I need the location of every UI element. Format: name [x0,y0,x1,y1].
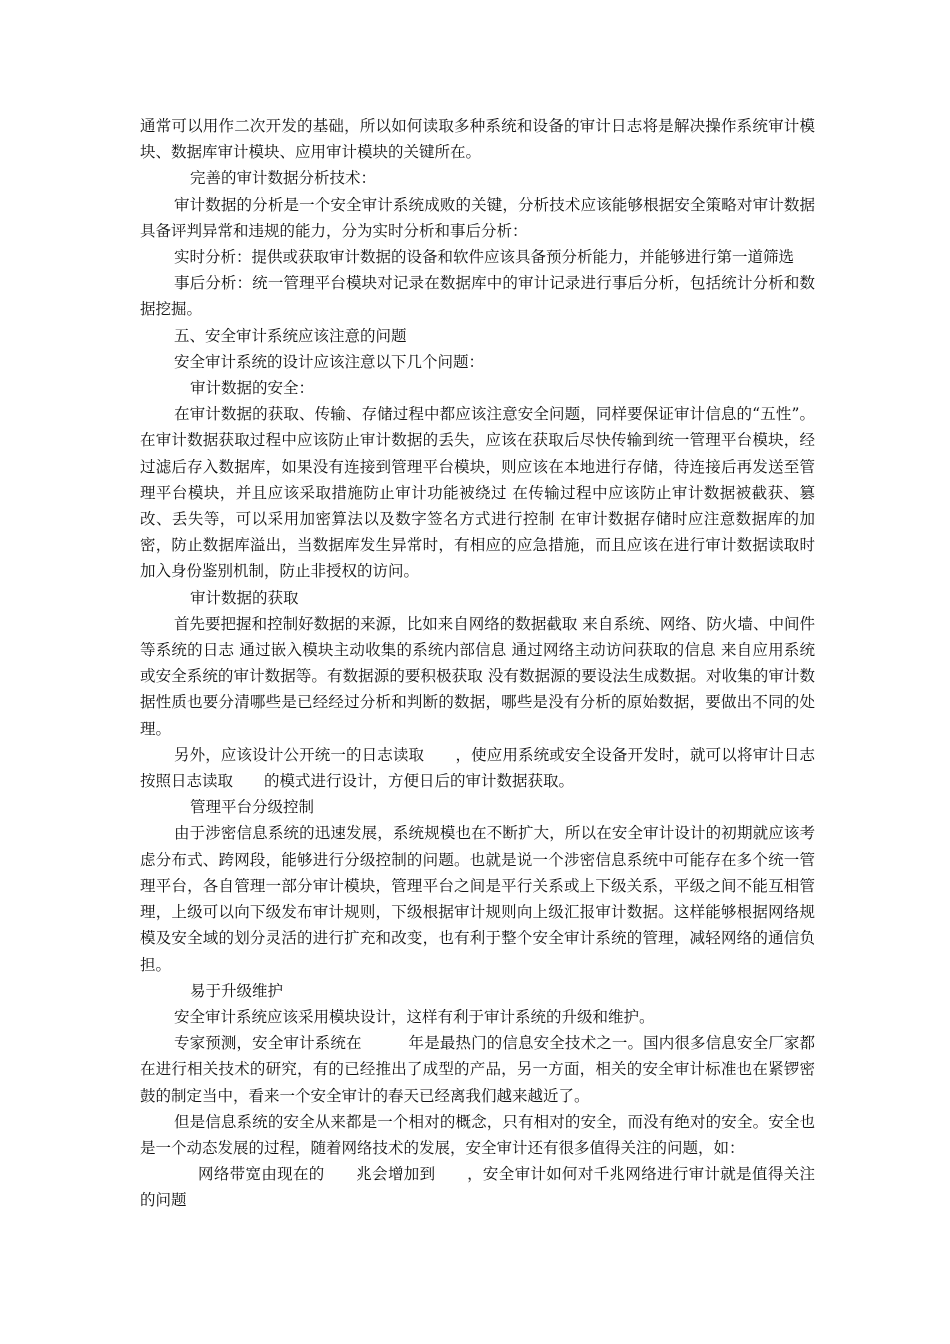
heading-hierarchical-control: 管理平台分级控制 [190,798,315,817]
heading-audit-data-acquisition: 审计数据的获取 [190,588,299,607]
paragraph-posthoc-analysis: 事后分析：统一管理平台模块对记录在数据库中的审计记录进行事后分析，包括统计分析和数据挖掘。 [140,274,815,319]
heading-section-five: 五、安全审计系统应该注意的问题 [174,326,407,345]
paragraph-design-issues-intro: 安全审计系统的设计应该注意以下几个问题： [174,352,485,371]
paragraph-audit-data-acquisition: 首先要把握和控制好数据的来源，比如来自网络的数据截取 来自系统、网络、防火墙、中间件等系统的日志 通过嵌入模块主动收集的系统内部信息 通过网络主动访问获取的信息 来自应用系统或安全系统的审计数据等。有数据源的要积极获取 没有数据源的要设法生成数据。对收集的审计数据性质也要分清哪些是已经经过分析和判断的数据，哪些是没有分析的原始数据，要做出不同的处理。 [140,614,815,738]
paragraph-intro-continued: 通常可以用作二次开发的基础，所以如何读取多种系统和设备的审计日志将是解决操作系统审计模块、数据库审计模块、应用审计模块的关键所在。 [140,117,815,162]
paragraph-relative-security: 但是信息系统的安全从来都是一个相对的概念，只有相对的安全，而没有绝对的安全。安全也是一个动态发展的过程，随着网络技术的发展，安全审计还有很多值得关注的问题，如： [140,1112,815,1157]
heading-easy-upgrade: 易于升级维护 [190,981,284,1000]
paragraph-bandwidth-issue: 网络带宽由现在的 兆会增加到 ，安全审计如何对千兆网络进行审计就是值得关注的问题 [140,1165,815,1210]
paragraph-modular-design: 安全审计系统应该采用模块设计，这样有利于审计系统的升级和维护。 [174,1007,655,1026]
heading-analysis-technique: 完善的审计数据分析技术： [190,169,377,188]
paragraph-analysis-overview: 审计数据的分析是一个安全审计系统成败的关键，分析技术应该能够根据安全策略对审计数据具备评判异常和违规的能力，分为实时分析和事后分析： [140,195,815,240]
paragraph-expert-prediction: 专家预测，安全审计系统在 年是最热门的信息安全技术之一。国内很多信息安全厂家都在进行相关技术的研究，有的已经推出了成型的产品，另一方面，相关的安全审计标准也在紧锣密鼓的制定当中，看来一个安全审计的春天已经离我们越来越近了。 [140,1034,815,1105]
paragraph-log-reading-interface: 另外，应该设计公开统一的日志读取 ，使应用系统或安全设备开发时，就可以将审计日志按照日志读取 的模式进行设计，方便日后的审计数据获取。 [140,745,815,791]
paragraph-hierarchical-control: 由于涉密信息系统的迅速发展，系统规模也在不断扩大，所以在安全审计设计的初期就应该考虑分布式、跨网段，能够进行分级控制的问题。也就是说一个涉密信息系统中可能存在多个统一管理平台，各自管理一部分审计模块，管理平台之间是平行关系或上下级关系，平级之间不能互相管理，上级可以向下级发布审计规则，下级根据审计规则向上级汇报审计数据。这样能够根据网络规模及安全域的划分灵活的进行扩充和改变，也有利于整个安全审计系统的管理，减轻网络的通信负担。 [140,824,815,974]
paragraph-realtime-analysis: 实时分析：提供或获取审计数据的设备和软件应该具备预分析能力，并能够进行第一道筛选 [174,248,795,267]
paragraph-audit-data-security: 在审计数据的获取、传输、存储过程中都应该注意安全问题，同样要保证审计信息的“五性”。在审计数据获取过程中应该防止审计数据的丢失，应该在获取后尽快传输到统一管理平台模块，经过滤后存入数据库，如果没有连接到管理平台模块，则应该在本地进行存储，待连接后再发送至管理平台模块，并且应该采取措施防止审计功能被绕过 在传输过程中应该防止审计数据被截获、篡改、丢失等，可以采用加密算法以及数字签名方式进行控制 在审计数据存储时应注意数据库的加密，防止数据库溢出，当数据库发生异常时，有相应的应急措施，而且应该在进行审计数据读取时加入身份鉴别机制，防止非授权的访问。 [140,405,815,581]
document-body [140,113,815,1214]
heading-audit-data-security: 审计数据的安全： [190,379,315,398]
